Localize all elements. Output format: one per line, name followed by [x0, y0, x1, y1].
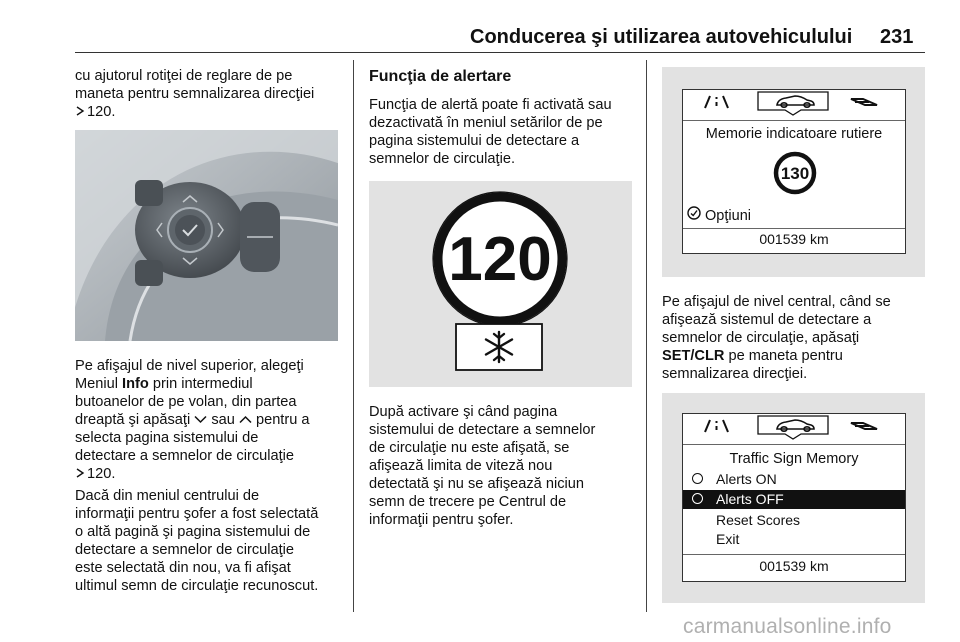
display-title-traffic: Traffic Sign Memory: [729, 451, 859, 467]
radio-icon: [692, 493, 703, 504]
speed-sign-130: [773, 151, 817, 195]
section-heading-alert: Funcţia de alertare: [369, 68, 512, 85]
dic-display-memory: [682, 89, 906, 254]
display-panel-2: [662, 393, 925, 603]
menu-item-exit[interactable]: Exit: [716, 531, 740, 547]
menu-item-alerts-on[interactable]: Alerts ON: [683, 470, 905, 489]
paragraph-central-display: Pe afişajul de nivel central, când se afişează sistemul de detectare a semnelor de circulaţie, apăsaţi SET/CLR pe maneta pentru semnalizarea direcţiei.: [662, 294, 891, 382]
paragraph-alert-function: Funcţia de alertă poate fi activată sau dezactivată în meniul setărilor de pe pagina sistemului de detectare a semnelor de circulaţie.: [369, 97, 612, 167]
header-rule: [75, 52, 925, 53]
options-row[interactable]: Opţiuni: [687, 206, 751, 224]
display-tab-bar: [683, 90, 905, 116]
odometer-readout: 001539 km: [759, 231, 829, 247]
column-divider-2: [646, 60, 647, 612]
road-icon: [705, 96, 728, 108]
dic-display-settings: [682, 413, 906, 582]
watermark: carmanualsonline.info: [683, 615, 892, 638]
radio-icon: [692, 473, 703, 484]
intro-text: cu ajutorul rotiţei de reglare de pe maneta pentru semnalizarea direcţiei 120.: [75, 68, 315, 120]
reference-arrow-icon: [75, 103, 87, 121]
svg-text:130: 130: [780, 164, 810, 183]
paragraph-last-sign: Dacă din meniul centrului de informaţii pentru şofer a fost selectată o altă pagină şi pagina sistemului de detectare a semnelor de circulaţie este selectată din nou, va fi afişat ultimul semn de circulaţie recunoscut.: [75, 488, 319, 594]
column-divider-1: [353, 60, 354, 612]
speed-limit-value: 120: [448, 225, 552, 294]
odometer-readout: 001539 km: [759, 558, 829, 574]
steering-wheel-photo: [75, 130, 338, 341]
display-panel-1: [662, 67, 925, 277]
paragraph-after-activation: După activare şi când pagina sistemului de detectare a semnelor de circulaţie nu este afişată, se afişează limita de viteză nou detectată şi nu se afişează niciun semn de trecere pe Centrul de informaţii pentru şofer.: [369, 404, 596, 528]
menu-item-reset-scores[interactable]: Reset Scores: [716, 512, 801, 528]
check-circle-icon: [687, 208, 701, 224]
page-number: 231: [880, 26, 914, 48]
page-header-title: Conducerea şi utilizarea autovehiculului: [470, 26, 853, 48]
chevron-down-icon: [194, 412, 207, 428]
chevron-up-icon: [239, 412, 252, 428]
snowflake-icon: [479, 328, 519, 366]
paragraph-select-page: Pe afişajul de nivel superior, alegeţi Meniul Info prin intermediul butoanelor de pe volan, din partea dreaptă şi apăsaţi sau pentru a selecta pagina sistemului de detectare a semnelor de circulaţie 120.: [75, 358, 310, 482]
display-title-memory: Memorie indicatoare rutiere: [705, 126, 883, 142]
reference-arrow-icon: [75, 465, 87, 483]
speed-sign-panel: [369, 181, 632, 387]
display-tab-bar: [683, 414, 905, 440]
road-icon: [705, 420, 728, 432]
menu-item-alerts-off[interactable]: Alerts OFF: [683, 490, 905, 509]
